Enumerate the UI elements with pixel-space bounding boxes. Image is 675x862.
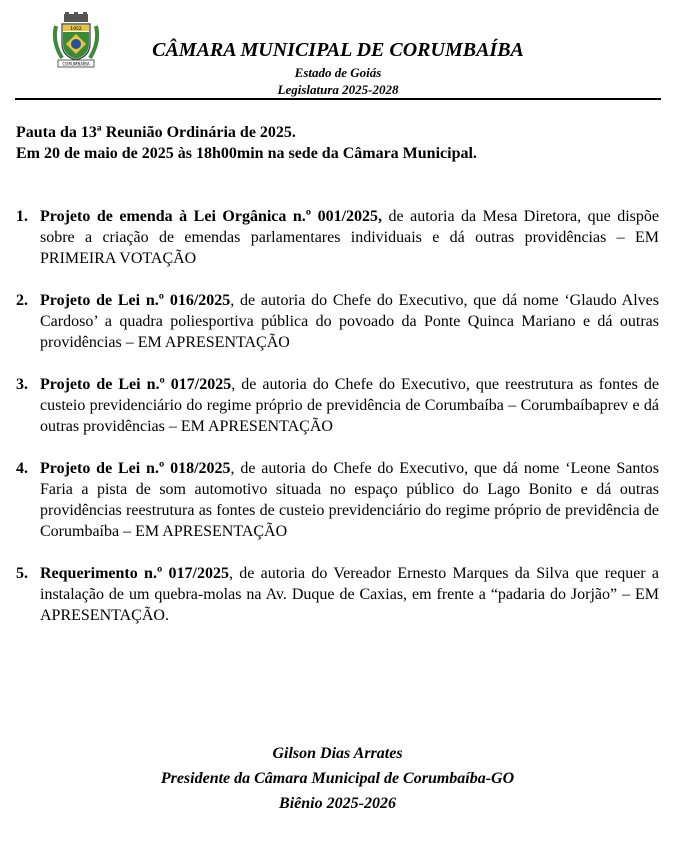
chamber-title: CÂMARA MUNICIPAL DE CORUMBAÍBA — [152, 39, 524, 61]
agenda-item-number: 3. — [16, 376, 28, 393]
header-divider — [15, 98, 661, 100]
legislature-subtitle: Legislatura 2025-2028 — [277, 82, 399, 97]
agenda-item-number: 5. — [16, 565, 28, 582]
agenda-item-text: de autoria da Mesa Diretora, que dispõe sobre a criação de emendas parlamentares individuais e dá outras providências – EM PRIMEIRA VOTAÇÃO — [40, 208, 659, 267]
meeting-datetime: Em 20 de maio de 2025 às 18h00min na sede da Câmara Municipal. — [16, 145, 477, 162]
agenda-item-title: Projeto de Lei n.º 017/2025 — [40, 376, 232, 393]
agenda-item-title: Requerimento n.º 017/2025 — [40, 565, 229, 582]
agenda-item-title: Projeto de emenda à Lei Orgânica n.º 001/2025, — [40, 208, 383, 225]
agenda-item-number: 4. — [16, 460, 28, 477]
agenda-item-title: Projeto de Lei n.º 018/2025 — [40, 460, 231, 477]
state-subtitle: Estado de Goiás — [294, 65, 382, 80]
agenda-list — [16, 206, 659, 647]
meeting-intro — [16, 122, 661, 164]
agenda-item-text: , de autoria do Chefe do Executivo, que dá nome ‘Leone Santos Faria a pista de som automotivo situada no espaço público do Lago Bonito e dá outras providências reestrutura as fontes de custeio previdenciário do regime próprio de previdência de Corumbaíba – EM APRESENTAÇÃO — [40, 460, 660, 540]
meeting-title: Pauta da 13ª Reunião Ordinária de 2025. — [16, 124, 296, 141]
agenda-item-text: , de autoria do Vereador Ernesto Marques da Silva que requer a instalação de um quebra-molas na Av. Duque de Caxias, em frente a “padaria do Jorjão” – EM APRESENTAÇÃO. — [40, 565, 660, 624]
agenda-item-number: 2. — [16, 292, 28, 309]
agenda-item — [16, 458, 659, 542]
crest-year: 1952 — [70, 27, 82, 32]
agenda-item-number: 1. — [16, 208, 28, 225]
municipal-crest-icon — [50, 12, 102, 70]
signatory-name: Gilson Dias Arrates — [272, 745, 403, 762]
agenda-item — [16, 563, 659, 626]
agenda-item-title: Projeto de Lei n.º 016/2025 — [40, 292, 231, 309]
crest-banner-text: CORUMBAÍBA — [62, 61, 90, 67]
agenda-item-text: , de autoria do Chefe do Executivo, que reestrutura as fontes de custeio previdenciário do regime próprio de previdência de Corumbaíba – Corumbaíbaprev e dá outras providências – EM APRESENTAÇÃO — [40, 376, 659, 435]
agenda-item — [16, 206, 659, 269]
agenda-item-text: , de autoria do Chefe do Executivo, que dá nome ‘Glaudo Alves Cardoso’ a quadra poliesportiva pública do povoado da Ponte Quinca Mariano e dá outras providências – EM APRESENTAÇÃO — [40, 292, 660, 351]
signatory-role: Presidente da Câmara Municipal de Corumbaíba-GO — [160, 770, 515, 787]
agenda-item — [16, 374, 659, 437]
signatory-term: Biênio 2025-2026 — [279, 795, 396, 812]
agenda-item — [16, 290, 659, 353]
